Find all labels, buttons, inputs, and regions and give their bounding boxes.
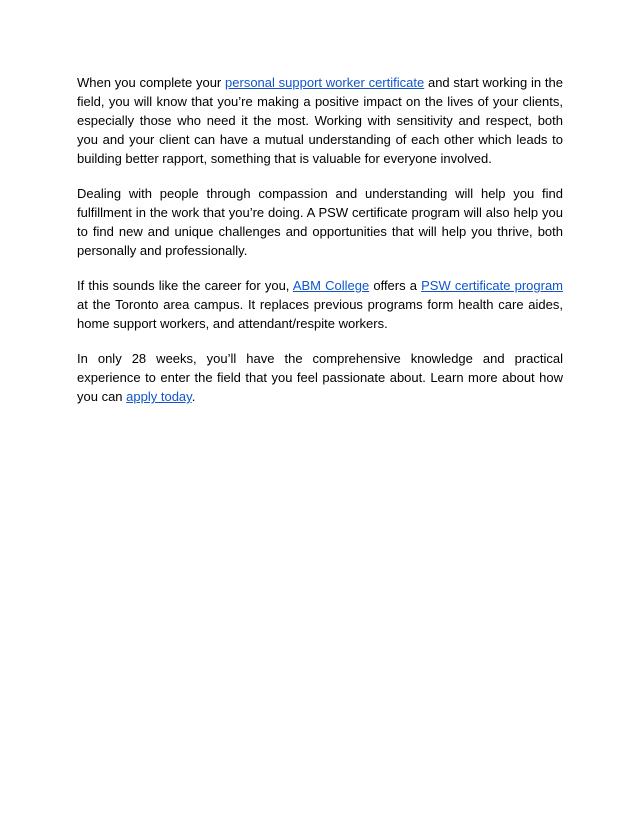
paragraph-1-text-1: When you complete your (77, 75, 226, 90)
paragraph-3 (77, 276, 563, 333)
link-abm-college[interactable]: ABM College (292, 278, 370, 293)
paragraph-4-text-1: In only 28 weeks, you’ll have the comprehensive knowledge and practical experience to enter the field that you feel passionate about. Learn more about how you can (77, 351, 563, 404)
paragraph-1 (77, 73, 563, 168)
paragraph-2-text-1: Dealing with people through compassion and understanding will help you find fulfillment in the work that you’re doing. A PSW certificate program will also help you to find new and unique challenges and opportunities that will help you thrive, both personally and professionally. (77, 186, 563, 258)
paragraph-2 (77, 184, 563, 260)
document-body (77, 73, 563, 422)
link-psw-certificate-program[interactable]: PSW certificate program (421, 278, 564, 293)
link-apply-today[interactable]: apply today (126, 389, 192, 404)
paragraph-1-text-2: and start working in the field, you will know that you’re making a positive impact on the lives of your clients, especially those who need it the most. Working with sensitivity and respect, both you and your client can have a mutual understanding of each other which leads to building better rapport, something that is valuable for everyone involved. (77, 75, 563, 166)
paragraph-4 (77, 349, 563, 406)
paragraph-4-text-2: . (191, 389, 196, 404)
paragraph-3-text-3: at the Toronto area campus. It replaces previous programs form health care aides, home support workers, and attendant/respite workers. (77, 297, 563, 331)
paragraph-3-text-1: If this sounds like the career for you, (77, 278, 293, 293)
paragraph-3-text-2: offers a (369, 278, 422, 293)
link-personal-support-worker-certificate[interactable]: personal support worker certificate (225, 75, 425, 90)
